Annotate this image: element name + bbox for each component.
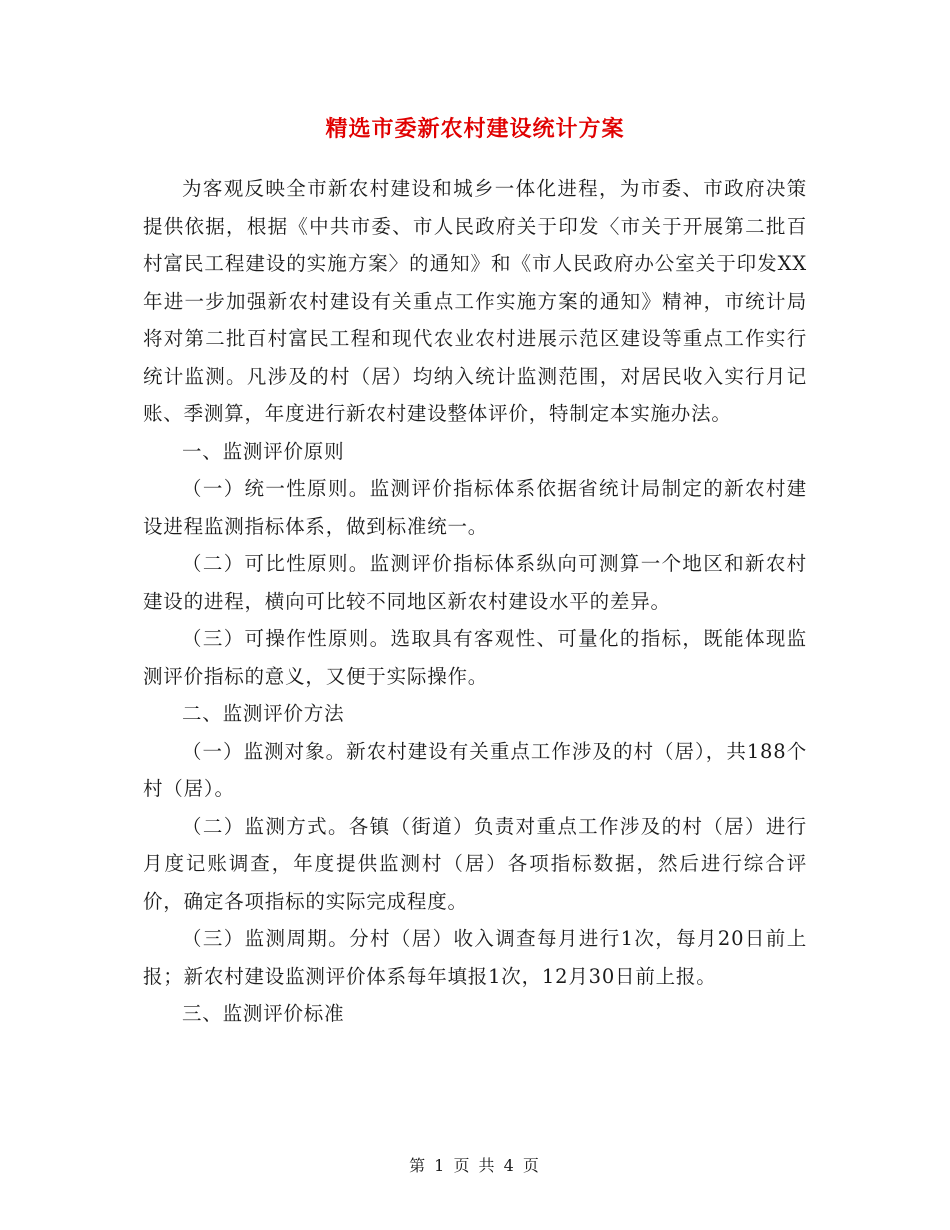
section-heading-1: 一、监测评价原则: [182, 439, 345, 463]
paragraph-principle-1: （一）统一性原则。监测评价指标体系依据省统计局制定的新农村建设进程监测指标体系，做到标准统一。: [143, 477, 807, 538]
page-footer: 第 1 页 共 4 页: [409, 1156, 541, 1175]
paragraph-method-1: （一）监测对象。新农村建设有关重点工作涉及的村（居），共188个村（居）。: [143, 739, 807, 800]
section-heading-2: 二、监测评价方法: [182, 702, 345, 725]
section-heading-3: 三、监测评价标准: [182, 1002, 345, 1025]
paragraph-method-2: （二）监测方式。各镇（街道）负责对重点工作涉及的村（居）进行月度记账调查，年度提供监测村（居）各项指标数据，然后进行综合评价，确定各项指标的实际完成程度。: [143, 814, 807, 913]
paragraph-principle-2: （二）可比性原则。监测评价指标体系纵向可测算一个地区和新农村建设的进程，横向可比较不同地区新农村建设水平的差异。: [143, 552, 807, 613]
paragraph-method-3: （三）监测周期。分村（居）收入调查每月进行1次，每月20日前上报；新农村建设监测评价体系每年填报1次，12月30日前上报。: [143, 927, 807, 988]
document-title: 精选市委新农村建设统计方案: [325, 116, 625, 142]
paragraph-principle-3: （三）可操作性原则。选取具有客观性、可量化的指标，既能体现监测评价指标的意义，又便于实际操作。: [143, 627, 807, 688]
paragraph-intro: 为客观反映全市新农村建设和城乡一体化进程，为市委、市政府决策提供依据，根据《中共市委、市人民政府关于印发〈市关于开展第二批百村富民工程建设的实施方案〉的通知》和《市人民政府办公室关于印发XX年进一步加强新农村建设有关重点工作实施方案的通知》精神，市统计局将对第二批百村富民工程和现代农业农村进展示范区建设等重点工作实行统计监测。凡涉及的村（居）均纳入统计监测范围，对居民收入实行月记账、季测算，年度进行新农村建设整体评价，特制定本实施办法。: [143, 177, 807, 425]
document-body: [143, 170, 807, 1033]
